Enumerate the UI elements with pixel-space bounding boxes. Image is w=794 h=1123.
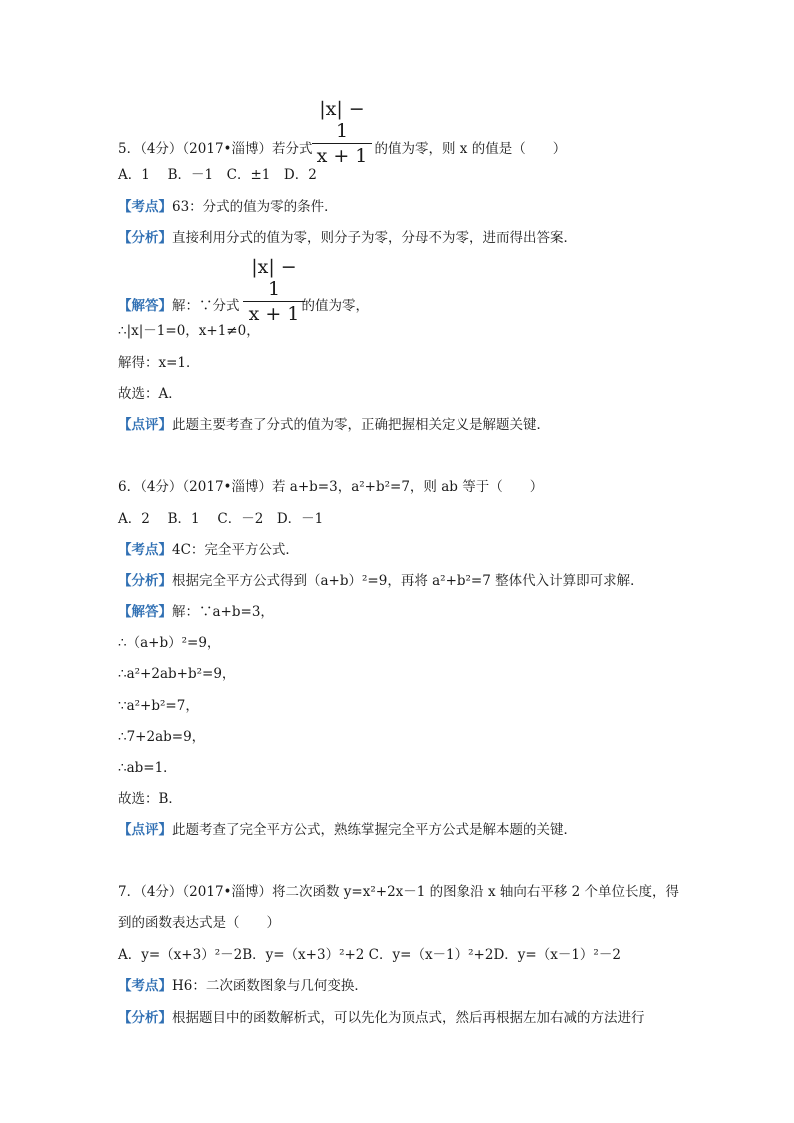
jieda-tag: 【解答】 — [118, 604, 172, 620]
q5-jieda-post: 的值为零， — [301, 298, 369, 314]
q5-fraction-denominator: x + 1 — [316, 145, 368, 167]
q5-fenxi-text: 直接利用分式的值为零，则分子为零，分母不为零，进而得出答案． — [172, 230, 577, 246]
q5-jieda-fraction-numerator: |x| − 1 — [251, 256, 297, 300]
q5-answer: 故选：A． — [118, 386, 182, 402]
q7-fenxi — [118, 1008, 645, 1028]
q6-dianping-text: 此题考查了完全平方公式，熟练掌握完全平方公式是解本题的关键． — [172, 822, 577, 838]
q7-fenxi-text: 根据题目中的函数解析式，可以先化为顶点式，然后再根据左加右减的方法进行 — [172, 1010, 645, 1026]
q6-options: A．2 B．1 C．－2 D．－1 — [118, 511, 324, 527]
q6-step: ∵a²+b²=7， — [118, 698, 199, 714]
q6-fenxi — [118, 571, 644, 591]
q7-stem-line-1: 7．（4分）（2017•淄博）将二次函数 y=x²+2x－1 的图象沿 x 轴向右平移 2 个单位长度，得 — [118, 884, 680, 900]
q6-step: ∴7+2ab=9， — [118, 729, 206, 745]
q5-stem — [118, 139, 566, 159]
q6-fenxi-text: 根据完全平方公式得到（a+b）²=9，再将 a²+b²=7 整体代入计算即可求解． — [172, 573, 644, 589]
q5-step-2: 解得：x=1． — [118, 355, 200, 371]
q6-step: ∴a²+2ab+b²=9， — [118, 666, 236, 682]
kaodian-tag: 【考点】 — [118, 199, 172, 215]
q5-step-1: ∴|x|－1=0，x+1≠0， — [118, 323, 260, 339]
q6-step: ∴（a+b）²=9， — [118, 635, 221, 651]
q5-fraction-numerator: |x| − 1 — [319, 98, 365, 142]
dianping-tag: 【点评】 — [118, 822, 172, 838]
jieda-tag: 【解答】 — [118, 298, 172, 314]
q6-jieda-text: 解：∵a+b=3， — [172, 604, 274, 620]
kaodian-tag: 【考点】 — [118, 978, 172, 994]
q6-answer: 故选：B． — [118, 791, 182, 807]
q5-kaodian-text: 63：分式的值为零的条件． — [172, 199, 338, 215]
q5-jieda-fraction-denominator: x + 1 — [248, 303, 300, 325]
fenxi-tag: 【分析】 — [118, 230, 172, 246]
q5-stem-post: 的值为零，则 x 的值是（ ） — [374, 141, 567, 157]
q5-stem-pre: 5．（4分）（2017•淄博）若分式 — [118, 141, 313, 157]
dianping-tag: 【点评】 — [118, 417, 172, 433]
q5-fenxi — [118, 228, 577, 248]
fenxi-tag: 【分析】 — [118, 1010, 172, 1026]
kaodian-tag: 【考点】 — [118, 542, 172, 558]
q5-jieda-pre: 解：∵分式 — [172, 298, 240, 314]
q6-stem: 6．（4分）（2017•淄博）若 a+b=3，a²+b²=7，则 ab 等于（ ） — [118, 479, 544, 495]
q6-dianping — [118, 820, 577, 840]
q6-kaodian — [118, 540, 299, 560]
q5-dianping — [118, 415, 550, 435]
q5-dianping-text: 此题主要考查了分式的值为零，正确把握相关定义是解题关键． — [172, 417, 550, 433]
q6-jieda — [118, 602, 274, 622]
q7-kaodian — [118, 976, 368, 996]
q7-stem-line-2: 到的函数表达式是（ ） — [118, 915, 280, 931]
q6-kaodian-text: 4C：完全平方公式． — [172, 542, 299, 558]
q5-jieda — [118, 296, 369, 316]
q7-kaodian-text: H6：二次函数图象与几何变换． — [172, 978, 368, 994]
q5-options: A．1 B．－1 C．±1 D．2 — [118, 167, 317, 183]
q7-options: A．y=（x+3）²－2B．y=（x+3）²+2 C．y=（x－1）²+2D．y=（x－1）²－2 — [118, 947, 621, 963]
q6-step: ∴ab=1． — [118, 760, 177, 776]
q5-kaodian — [118, 197, 338, 217]
fenxi-tag: 【分析】 — [118, 573, 172, 589]
